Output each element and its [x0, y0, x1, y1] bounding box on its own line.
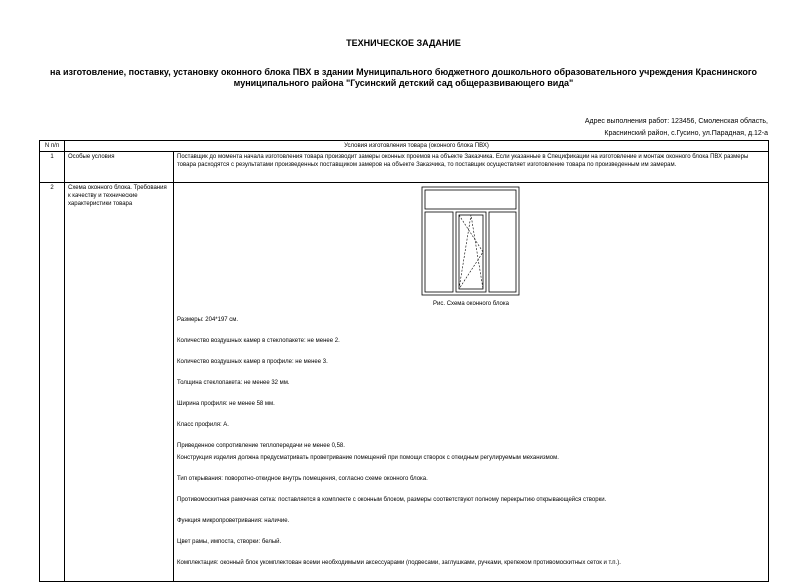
address-line-1: Адрес выполнения работ: 123456, Смоленская область, — [584, 118, 768, 125]
sash-turn-lines — [459, 215, 483, 289]
header-number: N п/п — [40, 141, 65, 152]
row-number: 1 — [40, 152, 65, 183]
row-name: Схема оконного блока. Требования к качеству и технические характеристики товара — [65, 183, 174, 582]
sash-tilt-lines — [459, 215, 483, 289]
row-text: Поставщик до момента начала изготовления товара производит замеры оконных проемов на объекте Заказчика. Если указанные в Спецификации на изготовление и монтаж оконного блока ПВХ размеры товара расходятся с результатами произведенных поставщиком замеров на объекте Заказчика, то поставщик осуществляет изготовление товара по произведенным им замерам. — [174, 152, 769, 183]
spec-item: Приведенное сопротивление теплопередачи не менее 0,58. — [177, 443, 345, 449]
spec-item: Противомоскитная рамочная сетка: поставляется в комплекте с оконным блоком, размеры соответствуют полному перекрытию открывающейся створки. — [177, 497, 607, 503]
table-row — [40, 183, 769, 582]
window-outer-frame — [422, 187, 519, 295]
spec-item: Цвет рамы, импоста, створки: белый. — [177, 539, 282, 545]
spec-item: Количество воздушных камер в профиле: не менее 3. — [177, 359, 328, 365]
document-title: ТЕХНИЧЕСКОЕ ЗАДАНИЕ — [346, 38, 461, 48]
header-conditions: Условия изготовления товара (оконного блока ПВХ) — [65, 141, 769, 152]
work-address — [585, 116, 768, 140]
table-row — [40, 152, 769, 183]
window-middle-sash-inner — [459, 215, 483, 289]
window-right-pane — [489, 212, 516, 292]
table-header-row — [40, 141, 769, 152]
spec-list — [177, 316, 765, 567]
spec-item: Ширина профиля: не менее 58 мм. — [177, 401, 275, 407]
address-line-2: Краснинский район, с.Гусино, ул.Парадная, д.12-а — [604, 130, 768, 137]
row-content — [174, 183, 769, 582]
row-name: Особые условия — [65, 152, 174, 183]
window-left-pane — [425, 212, 453, 292]
spec-item: Функция микропроветривания: наличие. — [177, 518, 290, 524]
diagram-caption: Рис. Схема оконного блока — [433, 301, 509, 307]
spec-item: Размеры: 204*197 см. — [177, 317, 239, 323]
conditions-table — [39, 140, 769, 582]
spec-item: Конструкция изделия должна предусматривать проветривание помещений при помощи створок с откидным регулируемым механизмом. — [177, 455, 559, 461]
window-scheme-diagram — [421, 186, 521, 297]
spec-item: Класс профиля: А. — [177, 422, 229, 428]
spec-item: Количество воздушных камер в стеклопакете: не менее 2. — [177, 338, 340, 344]
row-number: 2 — [40, 183, 65, 582]
spec-item: Толщина стеклопакета: не менее 32 мм. — [177, 380, 290, 386]
spec-item: Тип открывания: поворотно-откидное внутрь помещения, согласно схеме оконного блока. — [177, 476, 428, 482]
window-transom-frame — [425, 190, 516, 209]
spec-item: Комплектация: оконный блок укомплектован всеми необходимыми аксессуарами (подвесами, заглушками, ручками, крепежом противомоскитных сеток и т.п.). — [177, 560, 621, 566]
document-subtitle: на изготовление, поставку, установку оконного блока ПВХ в здании Муниципального бюджетного дошкольного образовательного учреждения Краснинского муниципального района "Гусинский детский сад общеразвивающего вида" — [50, 67, 757, 88]
